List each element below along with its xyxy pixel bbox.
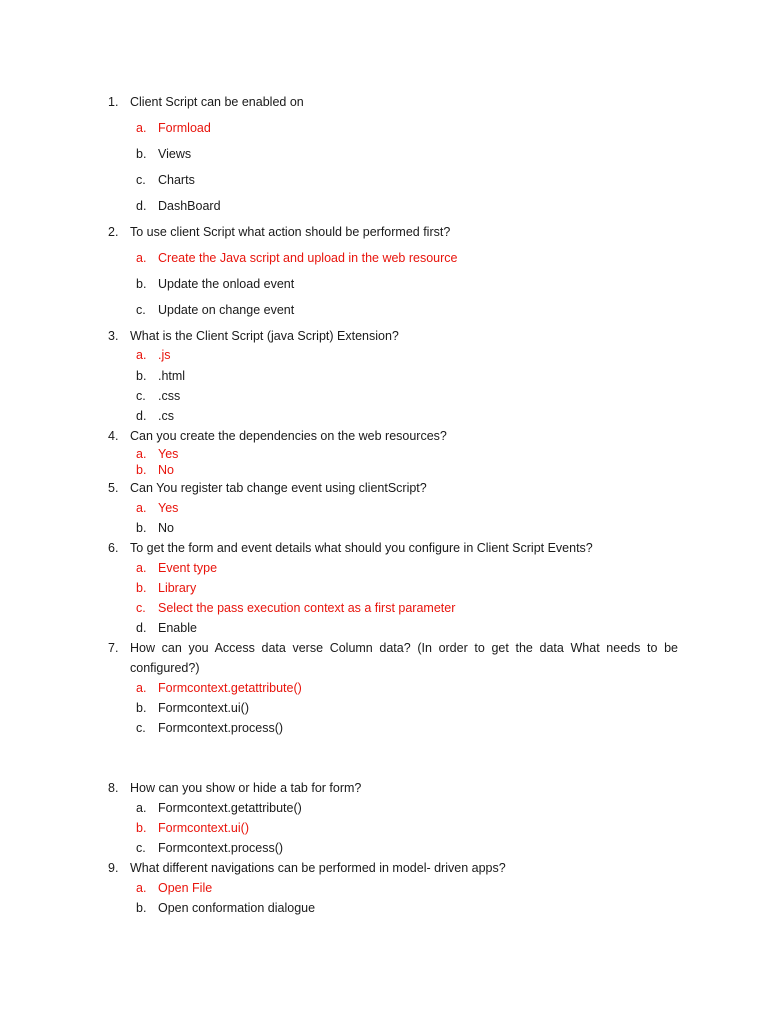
option-1b — [136, 145, 191, 163]
option-text: .html — [158, 369, 186, 383]
option-letter: a. — [136, 881, 147, 895]
question-text: To get the form and event details what should you configure in Client Script Events? — [130, 541, 593, 555]
question-9 — [108, 858, 678, 878]
option-text: Formcontext.getattribute() — [158, 801, 302, 815]
option-text: Formcontext.ui() — [158, 701, 249, 715]
option-text: Library — [158, 581, 197, 595]
option-letter: a. — [136, 801, 147, 815]
option-letter: c. — [136, 173, 146, 187]
question-text: How can you Access data verse Column data? (In order to get the data What needs to be configured?) — [130, 641, 678, 675]
question-7 — [108, 638, 678, 678]
option-letter: b. — [136, 901, 147, 915]
option-text: Formcontext.getattribute() — [158, 681, 302, 695]
option-text: Yes — [158, 501, 179, 515]
question-text: How can you show or hide a tab for form? — [130, 781, 362, 795]
option-text: Update on change event — [158, 303, 295, 317]
option-letter: b. — [136, 463, 147, 477]
option-letter: c. — [136, 601, 146, 615]
option-letter: c. — [136, 721, 146, 735]
option-letter: b. — [136, 147, 147, 161]
option-letter: b. — [136, 821, 147, 835]
option-6d — [136, 619, 197, 637]
option-2b — [136, 275, 294, 293]
option-4b — [136, 461, 174, 479]
option-2a — [136, 249, 457, 267]
question-2 — [108, 222, 678, 242]
option-2c — [136, 301, 294, 319]
option-text: No — [158, 463, 174, 477]
option-letter: b. — [136, 701, 147, 715]
question-number: 8. — [108, 781, 119, 795]
question-text: To use client Script what action should be performed first? — [130, 225, 451, 239]
question-text: Can You register tab change event using clientScript? — [130, 481, 427, 495]
option-text: DashBoard — [158, 199, 221, 213]
option-letter: a. — [136, 447, 147, 461]
option-text: Charts — [158, 173, 195, 187]
question-number: 9. — [108, 861, 119, 875]
option-3b — [136, 367, 185, 385]
question-5 — [108, 478, 678, 498]
option-8b — [136, 819, 249, 837]
question-6 — [108, 538, 678, 558]
option-text: Views — [158, 147, 192, 161]
question-text: Can you create the dependencies on the web resources? — [130, 429, 447, 443]
question-text: What different navigations can be performed in model- driven apps? — [130, 861, 506, 875]
option-8a — [136, 799, 302, 817]
option-3d — [136, 407, 174, 425]
question-3 — [108, 326, 678, 346]
option-5a — [136, 499, 178, 517]
option-letter: a. — [136, 251, 147, 265]
option-7c — [136, 719, 283, 737]
option-5b — [136, 519, 174, 537]
option-7b — [136, 699, 249, 717]
option-text: Create the Java script and upload in the web resource — [158, 251, 458, 265]
option-letter: a. — [136, 681, 147, 695]
option-letter: a. — [136, 501, 147, 515]
option-3a — [136, 346, 171, 364]
option-text: Event type — [158, 561, 218, 575]
option-letter: c. — [136, 389, 146, 403]
option-text: .js — [158, 348, 171, 362]
question-number: 5. — [108, 481, 119, 495]
question-number: 2. — [108, 225, 119, 239]
option-text: Update the onload event — [158, 277, 295, 291]
question-number: 3. — [108, 329, 119, 343]
option-text: Yes — [158, 447, 179, 461]
option-letter: d. — [136, 621, 147, 635]
option-letter: a. — [136, 348, 147, 362]
option-letter: b. — [136, 277, 147, 291]
option-6c — [136, 599, 455, 617]
option-text: .css — [158, 389, 181, 403]
question-number: 4. — [108, 429, 119, 443]
option-7a — [136, 679, 302, 697]
question-number: 7. — [108, 641, 119, 655]
option-letter: d. — [136, 409, 147, 423]
option-text: Formload — [158, 121, 211, 135]
option-text: Open File — [158, 881, 213, 895]
option-text: No — [158, 521, 174, 535]
question-text: Client Script can be enabled on — [130, 95, 304, 109]
option-3c — [136, 387, 180, 405]
option-letter: c. — [136, 303, 146, 317]
option-9a — [136, 879, 212, 897]
option-letter: a. — [136, 121, 147, 135]
option-letter: a. — [136, 561, 147, 575]
option-letter: c. — [136, 841, 146, 855]
option-letter: b. — [136, 521, 147, 535]
option-text: Formcontext.process() — [158, 721, 284, 735]
option-1d — [136, 197, 221, 215]
question-number: 1. — [108, 95, 119, 109]
option-text: Open conformation dialogue — [158, 901, 316, 915]
option-letter: b. — [136, 369, 147, 383]
option-8c — [136, 839, 283, 857]
question-text: What is the Client Script (java Script) Extension? — [130, 329, 399, 343]
option-text: Enable — [158, 621, 197, 635]
option-6b — [136, 579, 196, 597]
option-letter: b. — [136, 581, 147, 595]
option-letter: d. — [136, 199, 147, 213]
option-text: .cs — [158, 409, 174, 423]
option-text: Formcontext.ui() — [158, 821, 249, 835]
option-1a — [136, 119, 211, 137]
question-8 — [108, 778, 678, 798]
option-6a — [136, 559, 217, 577]
question-number: 6. — [108, 541, 119, 555]
question-1 — [108, 92, 678, 112]
option-text: Select the pass execution context as a first parameter — [158, 601, 456, 615]
question-4 — [108, 426, 678, 446]
option-text: Formcontext.process() — [158, 841, 284, 855]
option-1c — [136, 171, 195, 189]
option-9b — [136, 899, 315, 917]
